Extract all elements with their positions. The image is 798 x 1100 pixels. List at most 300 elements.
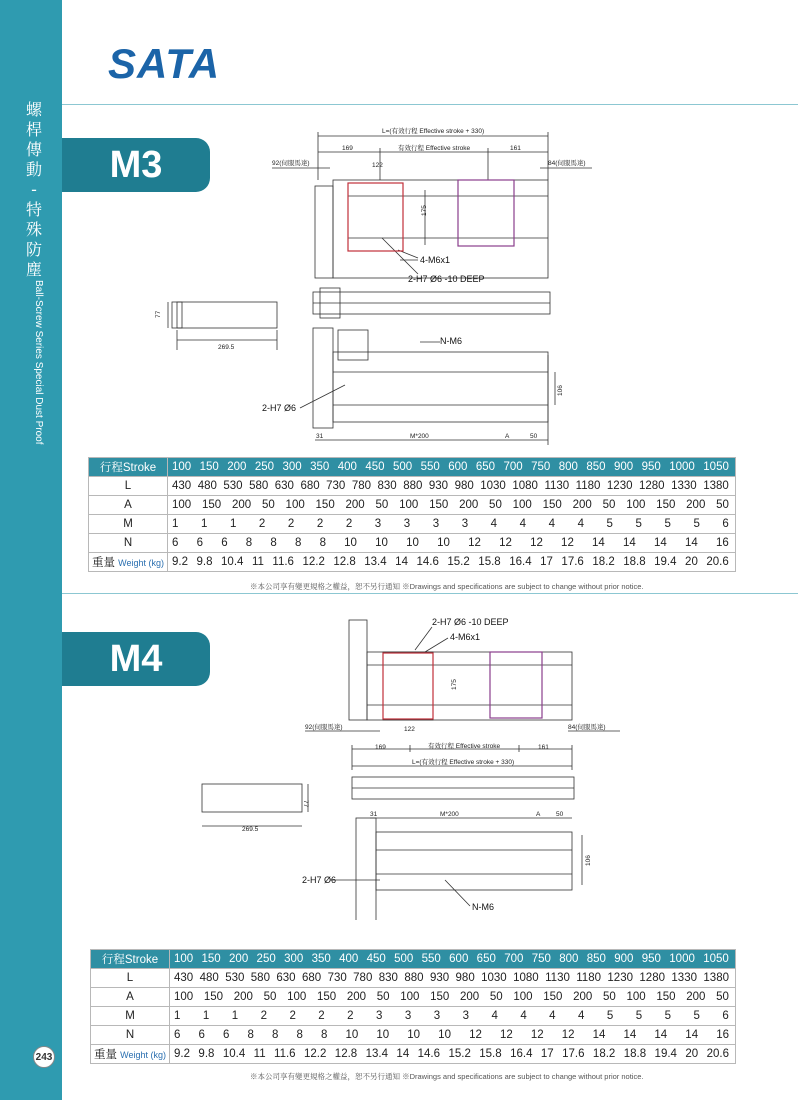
m3-dim-77: 77 bbox=[155, 310, 162, 318]
weight-label-cn: 重量 bbox=[93, 1049, 117, 1061]
table-cell: 700 bbox=[503, 461, 523, 473]
table-cell: 1080 bbox=[512, 480, 538, 492]
table-cell: 5 bbox=[635, 518, 642, 530]
table-cell: 200 bbox=[686, 499, 706, 511]
row-label: M bbox=[89, 515, 168, 534]
table-cell: 780 bbox=[353, 972, 373, 984]
table-cell: 250 bbox=[256, 953, 276, 965]
row-label: A bbox=[89, 496, 168, 515]
row-label: L bbox=[89, 477, 168, 496]
table-cell: 200 bbox=[573, 991, 593, 1003]
table-cell: 1130 bbox=[544, 480, 570, 492]
row-values bbox=[168, 477, 736, 496]
table-cell: 17.6 bbox=[562, 1048, 585, 1060]
table-cell: 1000 bbox=[669, 461, 695, 473]
m4-drawing bbox=[0, 590, 798, 920]
table-cell: 8 bbox=[296, 1029, 303, 1041]
m3-dim-31: 31 bbox=[316, 433, 324, 440]
row-label: N bbox=[89, 534, 168, 553]
table-cell: 10 bbox=[438, 1029, 451, 1041]
table-cell: 5 bbox=[606, 518, 613, 530]
row-label: L bbox=[91, 969, 170, 988]
table-cell: 8 bbox=[294, 537, 302, 549]
row-values bbox=[168, 515, 736, 534]
m4-row-m bbox=[91, 1007, 736, 1026]
table-cell: 900 bbox=[614, 953, 634, 965]
m3-dim-122: 122 bbox=[372, 162, 383, 169]
table-cell: 9.2 bbox=[172, 556, 188, 568]
table-cell: 750 bbox=[531, 461, 551, 473]
table-cell: 5 bbox=[635, 1010, 643, 1022]
table-cell: 100 bbox=[513, 991, 533, 1003]
table-cell: 6 bbox=[223, 1029, 230, 1041]
row-values bbox=[170, 950, 736, 969]
table-cell: 880 bbox=[404, 972, 424, 984]
weight-label-en: Weight (kg) bbox=[120, 1050, 167, 1060]
m4-dim-overall: L=(有效行程 Effective stroke + 330) bbox=[412, 759, 515, 766]
table-cell: 1380 bbox=[703, 972, 729, 984]
table-cell: 1230 bbox=[607, 972, 633, 984]
table-cell: 17.6 bbox=[561, 556, 584, 568]
m3-pin-label: 2-H7 Ø6 bbox=[262, 403, 297, 413]
m3-note: ※本公司享有變更規格之權益，恕不另行通知 ※Drawings and specifications are subject to change without prior notice. bbox=[250, 582, 644, 591]
table-cell: 50 bbox=[489, 991, 503, 1003]
table-cell: 1180 bbox=[575, 480, 601, 492]
table-cell: 850 bbox=[586, 953, 606, 965]
table-cell: 100 bbox=[626, 499, 646, 511]
table-cell: 150 bbox=[201, 499, 222, 511]
m3-left-label: 92(伺服馬達) bbox=[272, 160, 310, 167]
table-cell: 1330 bbox=[671, 972, 697, 984]
table-cell: 14 bbox=[395, 556, 408, 568]
m4-dim-effective: 有效行程 Effective stroke bbox=[428, 743, 501, 750]
table-cell: 5 bbox=[664, 518, 671, 530]
table-cell: 1080 bbox=[513, 972, 539, 984]
table-cell: 20.6 bbox=[706, 556, 729, 568]
row-label: 行程Stroke bbox=[91, 950, 170, 969]
table-cell: 18.8 bbox=[623, 1048, 647, 1060]
table-cell: 2 bbox=[316, 518, 324, 530]
m3-spec-table bbox=[88, 457, 736, 572]
table-cell: 14.6 bbox=[416, 556, 439, 568]
row-values bbox=[168, 553, 736, 572]
table-cell: 1180 bbox=[576, 972, 601, 984]
page-number: 243 bbox=[33, 1046, 55, 1068]
table-cell: 2 bbox=[260, 1010, 267, 1022]
row-values bbox=[170, 1045, 736, 1064]
table-cell: 950 bbox=[641, 953, 661, 965]
table-cell: 8 bbox=[319, 537, 326, 549]
table-cell: 14.6 bbox=[417, 1048, 441, 1060]
sidebar-title-cn: 螺桿傳動 - 特殊防塵 bbox=[25, 100, 42, 279]
m4-pin-label: 2-H7 Ø6 bbox=[302, 875, 337, 885]
table-cell: 100 bbox=[172, 461, 192, 473]
table-cell: 150 bbox=[315, 499, 335, 511]
m3-right-label: 84(伺服馬達) bbox=[548, 160, 586, 167]
table-cell: 1330 bbox=[671, 480, 697, 492]
table-cell: 12 bbox=[530, 1029, 544, 1041]
table-cell: 10 bbox=[376, 1029, 390, 1041]
table-cell: 850 bbox=[586, 461, 606, 473]
table-cell: 3 bbox=[404, 1010, 412, 1022]
table-cell: 10 bbox=[375, 537, 388, 549]
table-cell: 12.2 bbox=[303, 1048, 327, 1060]
m4-dim-77: 77 bbox=[302, 800, 309, 808]
m3-dim-overall: L=(有效行程 Effective stroke + 330) bbox=[382, 128, 485, 135]
table-cell: 150 bbox=[656, 499, 676, 511]
table-cell: 150 bbox=[203, 991, 224, 1003]
m3-stroke-values bbox=[172, 461, 735, 473]
weight-label-cn: 重量 bbox=[91, 557, 115, 569]
row-values bbox=[170, 1007, 736, 1026]
table-cell: 1 bbox=[200, 518, 208, 530]
table-cell: 6 bbox=[196, 537, 203, 549]
row-label: A bbox=[91, 988, 170, 1007]
table-cell: 100 bbox=[172, 499, 192, 511]
table-cell: 12.2 bbox=[302, 556, 325, 568]
m3-dim-175: 175 bbox=[421, 205, 428, 216]
table-cell: 16.4 bbox=[510, 1048, 533, 1060]
table-cell: 150 bbox=[199, 461, 219, 473]
table-cell: 150 bbox=[316, 991, 337, 1003]
table-cell: 2 bbox=[318, 1010, 325, 1022]
table-cell: 300 bbox=[282, 461, 302, 473]
table-cell: 2 bbox=[345, 518, 353, 530]
m4-dim-m200: M*200 bbox=[440, 811, 459, 818]
table-cell: 10 bbox=[437, 537, 450, 549]
table-cell: 4 bbox=[578, 1010, 585, 1022]
table-cell: 950 bbox=[641, 461, 661, 473]
table-cell: 10 bbox=[345, 1029, 359, 1041]
m4-dim-106: 106 bbox=[585, 855, 592, 866]
table-cell: 200 bbox=[346, 991, 367, 1003]
table-cell: 6 bbox=[172, 537, 179, 549]
m4-tap-label: 4-M6x1 bbox=[450, 632, 481, 642]
model-tag-m3: M3 bbox=[62, 138, 210, 192]
table-cell: 1050 bbox=[703, 461, 729, 473]
m4-l-values bbox=[174, 972, 735, 984]
table-cell: 980 bbox=[454, 480, 474, 492]
table-cell: 150 bbox=[430, 991, 450, 1003]
table-cell: 14 bbox=[592, 537, 605, 549]
table-cell: 150 bbox=[656, 991, 676, 1003]
table-cell: 11 bbox=[251, 556, 264, 568]
table-cell: 1 bbox=[231, 1010, 239, 1022]
table-cell: 450 bbox=[366, 953, 386, 965]
table-cell: 16 bbox=[715, 537, 729, 549]
table-cell: 830 bbox=[377, 480, 397, 492]
table-cell: 10.4 bbox=[221, 556, 244, 568]
table-cell: 50 bbox=[716, 991, 729, 1003]
table-cell: 730 bbox=[326, 480, 346, 492]
table-cell: 600 bbox=[449, 953, 469, 965]
m3-row-weight bbox=[89, 553, 736, 572]
table-cell: 480 bbox=[199, 972, 219, 984]
table-cell: 50 bbox=[375, 499, 389, 511]
m3-row-a bbox=[89, 496, 736, 515]
table-cell: 650 bbox=[475, 461, 496, 473]
table-cell: 6 bbox=[174, 1029, 181, 1041]
table-cell: 6 bbox=[221, 537, 228, 549]
model-tag-m4: M4 bbox=[62, 632, 210, 686]
table-cell: 20 bbox=[685, 1048, 699, 1060]
m4-a-values bbox=[174, 991, 735, 1003]
m3-tap-label: 4-M6x1 bbox=[420, 255, 451, 265]
table-cell: 19.4 bbox=[654, 556, 677, 568]
table-cell: 200 bbox=[572, 499, 592, 511]
table-cell: 100 bbox=[400, 991, 420, 1003]
table-cell: 2 bbox=[258, 518, 266, 530]
table-cell: 350 bbox=[311, 953, 331, 965]
table-cell: 6 bbox=[198, 1029, 205, 1041]
table-cell: 12.8 bbox=[334, 1048, 358, 1060]
m4-stroke-values bbox=[174, 953, 735, 965]
table-cell: 50 bbox=[602, 499, 616, 511]
table-cell: 14 bbox=[592, 1029, 606, 1041]
table-cell: 8 bbox=[272, 1029, 279, 1041]
table-cell: 12 bbox=[530, 537, 543, 549]
table-cell: 400 bbox=[337, 461, 357, 473]
table-cell: 1 bbox=[229, 518, 237, 530]
table-cell: 12 bbox=[468, 537, 481, 549]
m3-dim-106: 106 bbox=[557, 385, 564, 396]
table-cell: 8 bbox=[321, 1029, 328, 1041]
table-cell: 530 bbox=[223, 480, 243, 492]
table-cell: 12 bbox=[561, 537, 574, 549]
table-cell: 550 bbox=[420, 461, 440, 473]
table-cell: 200 bbox=[227, 461, 247, 473]
table-cell: 12.8 bbox=[333, 556, 356, 568]
table-cell: 20 bbox=[685, 556, 698, 568]
table-cell: 700 bbox=[504, 953, 524, 965]
m3-n-values bbox=[172, 537, 735, 549]
table-cell: 11.6 bbox=[272, 556, 294, 568]
table-cell: 4 bbox=[549, 1010, 556, 1022]
table-cell: 8 bbox=[245, 537, 253, 549]
table-cell: 50 bbox=[489, 499, 502, 511]
table-cell: 250 bbox=[254, 461, 275, 473]
table-cell: 3 bbox=[374, 518, 382, 530]
table-cell: 1280 bbox=[639, 480, 665, 492]
m3-dim-169: 169 bbox=[342, 145, 353, 152]
table-cell: 50 bbox=[376, 991, 390, 1003]
m3-nm6-label: N-M6 bbox=[440, 336, 462, 346]
table-cell: 3 bbox=[462, 1010, 469, 1022]
table-cell: 8 bbox=[270, 537, 277, 549]
table-cell: 3 bbox=[433, 1010, 441, 1022]
table-cell: 14 bbox=[396, 1048, 410, 1060]
table-cell: 12 bbox=[469, 1029, 482, 1041]
table-cell: 1 bbox=[202, 1010, 210, 1022]
table-cell: 18.8 bbox=[623, 556, 646, 568]
table-cell: 150 bbox=[429, 499, 449, 511]
table-cell: 500 bbox=[394, 953, 414, 965]
table-cell: 800 bbox=[559, 953, 579, 965]
m3-dim-m200: M*200 bbox=[410, 433, 429, 440]
table-cell: 3 bbox=[461, 518, 469, 530]
m4-note: ※本公司享有變更規格之權益，恕不另行通知 ※Drawings and specifications are subject to change without prior notice. bbox=[250, 1072, 644, 1081]
table-cell: 10 bbox=[406, 537, 419, 549]
table-cell: 980 bbox=[455, 972, 475, 984]
row-values bbox=[170, 969, 736, 988]
table-cell: 200 bbox=[233, 991, 253, 1003]
table-cell: 13.4 bbox=[365, 1048, 388, 1060]
table-cell: 1000 bbox=[669, 953, 695, 965]
table-cell: 19.4 bbox=[654, 1048, 677, 1060]
m4-pin-deep-label: 2-H7 Ø6 -10 DEEP bbox=[432, 617, 509, 627]
table-cell: 5 bbox=[664, 1010, 672, 1022]
table-cell: 15.8 bbox=[478, 556, 501, 568]
table-cell: 11.6 bbox=[274, 1048, 296, 1060]
table-cell: 550 bbox=[421, 953, 441, 965]
table-cell: 680 bbox=[301, 972, 322, 984]
table-cell: 100 bbox=[285, 499, 305, 511]
table-cell: 15.2 bbox=[448, 1048, 471, 1060]
table-cell: 400 bbox=[339, 953, 359, 965]
row-values bbox=[170, 988, 736, 1007]
table-cell: 9.2 bbox=[174, 1048, 190, 1060]
table-cell: 10.4 bbox=[222, 1048, 246, 1060]
table-cell: 300 bbox=[284, 953, 304, 965]
row-values bbox=[170, 1026, 736, 1045]
table-cell: 16.4 bbox=[509, 556, 532, 568]
m4-row-l bbox=[91, 969, 736, 988]
table-cell: 50 bbox=[602, 991, 616, 1003]
table-cell: 1 bbox=[172, 518, 179, 530]
table-cell: 100 bbox=[174, 953, 194, 965]
m4-dim-31: 31 bbox=[370, 811, 378, 818]
table-cell: 4 bbox=[491, 1010, 498, 1022]
table-cell: 930 bbox=[429, 972, 450, 984]
table-cell: 4 bbox=[520, 1010, 527, 1022]
table-cell: 630 bbox=[274, 480, 294, 492]
table-cell: 1 bbox=[174, 1010, 181, 1022]
table-cell: 12 bbox=[499, 537, 512, 549]
m3-dim-269: 269.5 bbox=[218, 344, 235, 351]
m3-drawing bbox=[0, 0, 798, 460]
m4-dim-a: A bbox=[536, 811, 541, 818]
table-cell: 50 bbox=[261, 499, 275, 511]
m3-row-stroke bbox=[89, 458, 736, 477]
table-cell: 4 bbox=[519, 518, 527, 530]
table-cell: 580 bbox=[250, 972, 270, 984]
table-cell: 1050 bbox=[703, 953, 729, 965]
m3-row-n bbox=[89, 534, 736, 553]
row-values bbox=[168, 496, 736, 515]
table-cell: 18.2 bbox=[592, 1048, 616, 1060]
m4-left-label: 92(伺服馬達) bbox=[305, 724, 343, 731]
table-cell: 16 bbox=[716, 1029, 729, 1041]
table-cell: 200 bbox=[229, 953, 249, 965]
table-cell: 14 bbox=[684, 537, 698, 549]
table-cell: 18.2 bbox=[592, 556, 615, 568]
table-cell: 430 bbox=[172, 480, 192, 492]
table-cell: 4 bbox=[548, 518, 555, 530]
m4-dim-269: 269.5 bbox=[242, 826, 259, 833]
sidebar-title-en: Ball-Screw Series Special Dust Proof bbox=[33, 280, 44, 445]
table-cell: 730 bbox=[327, 972, 347, 984]
table-cell: 14 bbox=[685, 1029, 699, 1041]
table-cell: 15.8 bbox=[479, 1048, 502, 1060]
table-cell: 200 bbox=[686, 991, 706, 1003]
table-cell: 100 bbox=[512, 499, 532, 511]
m3-row-m bbox=[89, 515, 736, 534]
m4-right-label: 84(伺服馬達) bbox=[568, 724, 606, 731]
table-cell: 200 bbox=[345, 499, 365, 511]
table-cell: 1380 bbox=[703, 480, 729, 492]
table-cell: 3 bbox=[403, 518, 411, 530]
m4-row-n bbox=[91, 1026, 736, 1045]
table-cell: 580 bbox=[249, 480, 269, 492]
table-cell: 1030 bbox=[481, 972, 507, 984]
table-cell: 14 bbox=[623, 1029, 637, 1041]
table-cell: 4 bbox=[490, 518, 498, 530]
table-cell: 14 bbox=[654, 537, 667, 549]
table-cell: 900 bbox=[614, 461, 634, 473]
m3-row-l bbox=[89, 477, 736, 496]
row-label: M bbox=[91, 1007, 170, 1026]
table-cell: 50 bbox=[716, 499, 729, 511]
m4-nm6-label: N-M6 bbox=[472, 902, 494, 912]
table-cell: 13.4 bbox=[364, 556, 387, 568]
table-cell: 11 bbox=[253, 1048, 266, 1060]
table-cell: 12 bbox=[561, 1029, 575, 1041]
table-cell: 1030 bbox=[480, 480, 506, 492]
m4-dim-175: 175 bbox=[451, 679, 458, 690]
table-cell: 500 bbox=[393, 461, 413, 473]
m4-dim-122: 122 bbox=[404, 726, 415, 733]
m3-m-values bbox=[172, 518, 735, 530]
table-cell: 100 bbox=[626, 991, 646, 1003]
table-cell: 2 bbox=[347, 1010, 354, 1022]
table-cell: 5 bbox=[693, 518, 700, 530]
table-cell: 530 bbox=[225, 972, 245, 984]
row-label: 行程Stroke bbox=[89, 458, 168, 477]
m4-dim-161: 161 bbox=[538, 744, 549, 751]
table-cell: 15.2 bbox=[447, 556, 470, 568]
table-cell: 450 bbox=[365, 461, 385, 473]
m3-dim-161: 161 bbox=[510, 145, 521, 152]
m4-n-values bbox=[174, 1029, 735, 1041]
table-cell: 150 bbox=[201, 953, 221, 965]
table-cell: 17 bbox=[540, 556, 553, 568]
brand-logo: SATA bbox=[108, 40, 221, 87]
m4-dim-50: 50 bbox=[556, 811, 564, 818]
table-cell: 200 bbox=[231, 499, 252, 511]
table-cell: 680 bbox=[300, 480, 320, 492]
table-cell: 200 bbox=[459, 991, 480, 1003]
table-cell: 1130 bbox=[545, 972, 570, 984]
table-cell: 800 bbox=[558, 461, 578, 473]
m3-weight-values bbox=[172, 556, 735, 568]
m4-row-a bbox=[91, 988, 736, 1007]
m4-row-weight bbox=[91, 1045, 736, 1064]
table-cell: 9.8 bbox=[196, 556, 213, 568]
table-cell: 4 bbox=[577, 518, 584, 530]
table-cell: 650 bbox=[476, 953, 496, 965]
m3-dim-50: 50 bbox=[530, 433, 538, 440]
row-label bbox=[89, 553, 168, 572]
row-label bbox=[91, 1045, 170, 1064]
table-cell: 14 bbox=[623, 537, 636, 549]
table-cell: 50 bbox=[263, 991, 277, 1003]
table-cell: 1230 bbox=[606, 480, 633, 492]
table-cell: 150 bbox=[543, 991, 563, 1003]
m4-row-stroke bbox=[91, 950, 736, 969]
table-cell: 880 bbox=[403, 480, 423, 492]
table-cell: 5 bbox=[606, 1010, 614, 1022]
row-values bbox=[168, 458, 736, 477]
